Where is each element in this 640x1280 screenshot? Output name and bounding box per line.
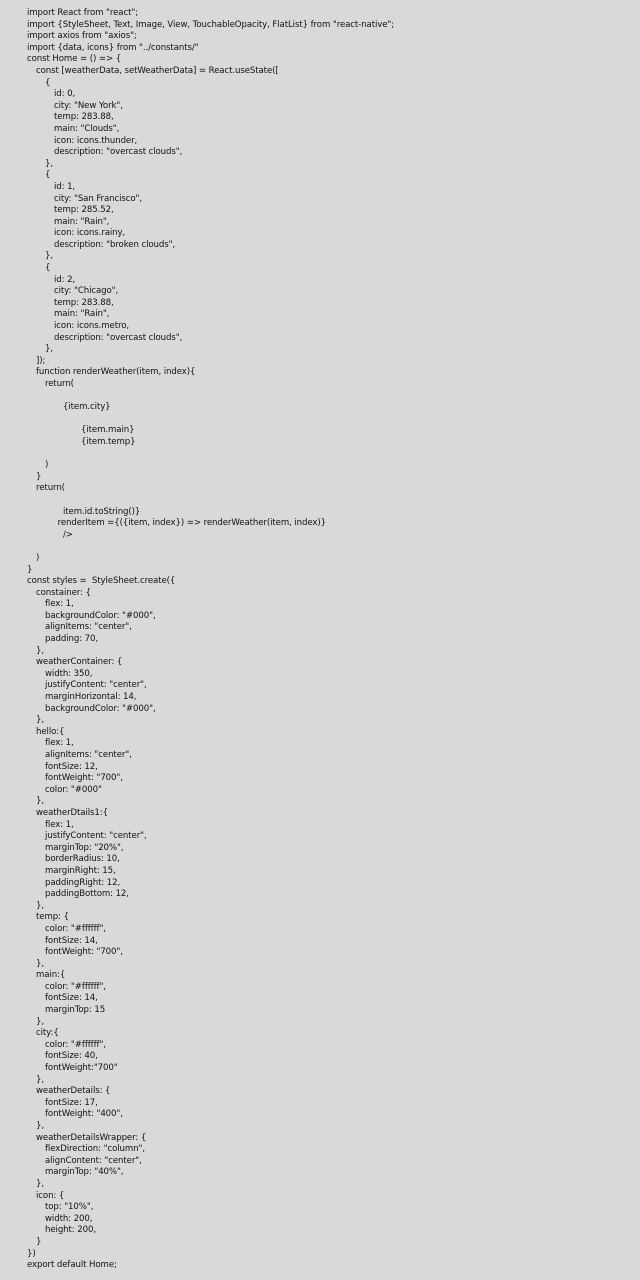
- code-line: description: "broken clouds",: [54, 239, 176, 250]
- code-line: },: [36, 1016, 44, 1027]
- code-line: justifyContent: "center",: [45, 680, 147, 691]
- code-line: fontWeight: "400",: [45, 1109, 123, 1120]
- code-line: {item.city}: [63, 402, 111, 413]
- code-line: constainer: {: [36, 587, 91, 598]
- code-line: {item.temp}: [81, 436, 136, 447]
- code-line: [0, 414, 640, 426]
- code-line: },: [36, 715, 44, 726]
- code-line: const Home = () => {: [27, 54, 122, 65]
- code-line: temp: 285.52,: [54, 205, 114, 216]
- code-line: return(: [45, 379, 74, 389]
- code-line: ): [36, 552, 40, 563]
- code-line: main: "Clouds",: [54, 123, 120, 134]
- code-line: city: "Chicago",: [54, 286, 119, 297]
- code-line: }: [36, 471, 42, 482]
- code-line: renderItem ={({item, index}) => renderWeather(item, index)}: [57, 518, 327, 529]
- code-line: fontWeight: "700",: [45, 773, 123, 784]
- code-line: flexDirection: "column",: [45, 1144, 145, 1155]
- code-line: padding: 70,: [45, 634, 99, 645]
- code-line: {: [45, 170, 51, 181]
- code-line: ]);: [36, 355, 46, 366]
- code-line: }: [27, 564, 33, 575]
- code-listing: [0, 8, 640, 1272]
- code-line: },: [36, 1074, 44, 1085]
- code-line: temp: 283.88,: [54, 112, 114, 123]
- code-line: },: [36, 900, 44, 911]
- code-line: hello:{: [36, 726, 65, 737]
- code-line: marginTop: "20%",: [45, 842, 124, 853]
- code-line: temp: 283.88,: [54, 297, 114, 308]
- code-line: marginTop: "40%",: [45, 1167, 124, 1178]
- code-line: import axios from "axios";: [27, 31, 137, 42]
- code-line: weatherContainer: {: [36, 657, 123, 668]
- code-line: }): [27, 1248, 36, 1259]
- code-line: },: [45, 251, 53, 262]
- code-line: item.id.toString()}: [63, 506, 141, 517]
- code-line: main:{: [36, 970, 66, 981]
- code-line: },: [36, 1178, 44, 1189]
- code-line: color: "#ffffff",: [45, 1039, 106, 1050]
- code-line: city: "San Francisco",: [54, 193, 143, 204]
- code-line: city:{: [36, 1028, 59, 1039]
- code-line: [0, 391, 640, 403]
- code-line: />: [63, 529, 73, 540]
- code-line: flex: 1,: [45, 738, 74, 749]
- code-line: fontSize: 17,: [45, 1097, 98, 1108]
- code-line: description: "overcast clouds",: [54, 147, 183, 158]
- code-line: fontSize: 40,: [45, 1051, 98, 1062]
- code-line: temp: {: [36, 912, 69, 923]
- code-line: },: [36, 958, 44, 969]
- code-line: color: "#ffffff",: [45, 923, 106, 934]
- code-line: city: "New York",: [54, 100, 123, 111]
- code-line: main: "Rain",: [54, 309, 110, 320]
- code-line: width: 200,: [45, 1213, 93, 1224]
- code-line: icon: icons.thunder,: [54, 135, 138, 146]
- code-line: borderRadius: 10,: [45, 854, 120, 865]
- code-line: fontSize: 14,: [45, 993, 98, 1004]
- code-line: import {StyleSheet, Text, Image, View, TouchableOpacity, FlatList} from "react-native";: [27, 19, 395, 30]
- code-line: fontSize: 14,: [45, 935, 98, 946]
- code-line: color: "#000": [45, 784, 102, 795]
- code-line: flex: 1,: [45, 599, 74, 610]
- code-line: {item.main}: [81, 425, 135, 436]
- code-line: width: 350,: [45, 668, 93, 679]
- code-line: description: "overcast clouds",: [54, 332, 183, 343]
- code-line: export default Home;: [27, 1260, 117, 1271]
- code-line: alignItems: "center",: [45, 750, 132, 760]
- code-line: }: [36, 1236, 42, 1247]
- code-line: icon: icons.metro,: [54, 321, 130, 332]
- code-line: alignContent: "center",: [45, 1155, 142, 1166]
- code-line: justifyContent: "center",: [45, 831, 147, 842]
- code-line: flex: 1,: [45, 819, 74, 830]
- code-line: weatherDetailsWrapper: {: [36, 1132, 147, 1143]
- code-line: const [weatherData, setWeatherData] = React.useState([: [36, 65, 279, 76]
- code-line: marginTop: 15: [45, 1005, 106, 1016]
- code-line: marginRight: 15,: [45, 865, 116, 876]
- code-line: const styles = StyleSheet.create({: [27, 576, 176, 587]
- code-line: color: "#ffffff",: [45, 981, 106, 992]
- code-line: fontWeight: "700",: [45, 947, 123, 958]
- code-line: [0, 449, 640, 461]
- code-line: },: [36, 796, 44, 807]
- code-line: backgroundColor: "#000",: [45, 610, 156, 621]
- code-line: alignItems: "center",: [45, 622, 132, 633]
- code-line: backgroundColor: "#000",: [45, 703, 156, 714]
- code-line: main: "Rain",: [54, 216, 110, 227]
- code-line: {: [45, 263, 51, 274]
- code-line: paddingRight: 12,: [45, 877, 121, 888]
- code-line: function renderWeather(item, index){: [36, 367, 196, 378]
- code-line: return(: [36, 483, 65, 494]
- code-line: icon: {: [36, 1190, 65, 1201]
- code-line: {: [45, 77, 51, 88]
- code-line: },: [36, 645, 44, 656]
- code-line: },: [36, 1121, 44, 1131]
- code-line: paddingBottom: 12,: [45, 889, 129, 900]
- code-line: },: [45, 344, 53, 355]
- code-line: fontSize: 12,: [45, 761, 98, 772]
- code-line: import React from "react";: [27, 8, 138, 18]
- code-line: import {data, icons} from "../constants/": [27, 42, 199, 53]
- code-line: weatherDetails: {: [36, 1086, 111, 1097]
- code-line: id: 1,: [54, 181, 76, 192]
- code-line: weatherDtails1:{: [36, 807, 108, 818]
- code-line: id: 0,: [54, 89, 76, 100]
- code-line: [0, 541, 640, 553]
- code-line: fontWeight:"700": [45, 1063, 118, 1074]
- code-line: [0, 495, 640, 507]
- code-line: },: [45, 158, 53, 169]
- code-line: top: "10%",: [45, 1202, 94, 1213]
- code-line: icon: icons.rainy,: [54, 228, 126, 239]
- code-line: id: 2,: [54, 274, 76, 285]
- code-line: ): [45, 460, 49, 471]
- code-line: height: 200,: [45, 1225, 96, 1236]
- code-line: marginHorizontal: 14,: [45, 692, 137, 703]
